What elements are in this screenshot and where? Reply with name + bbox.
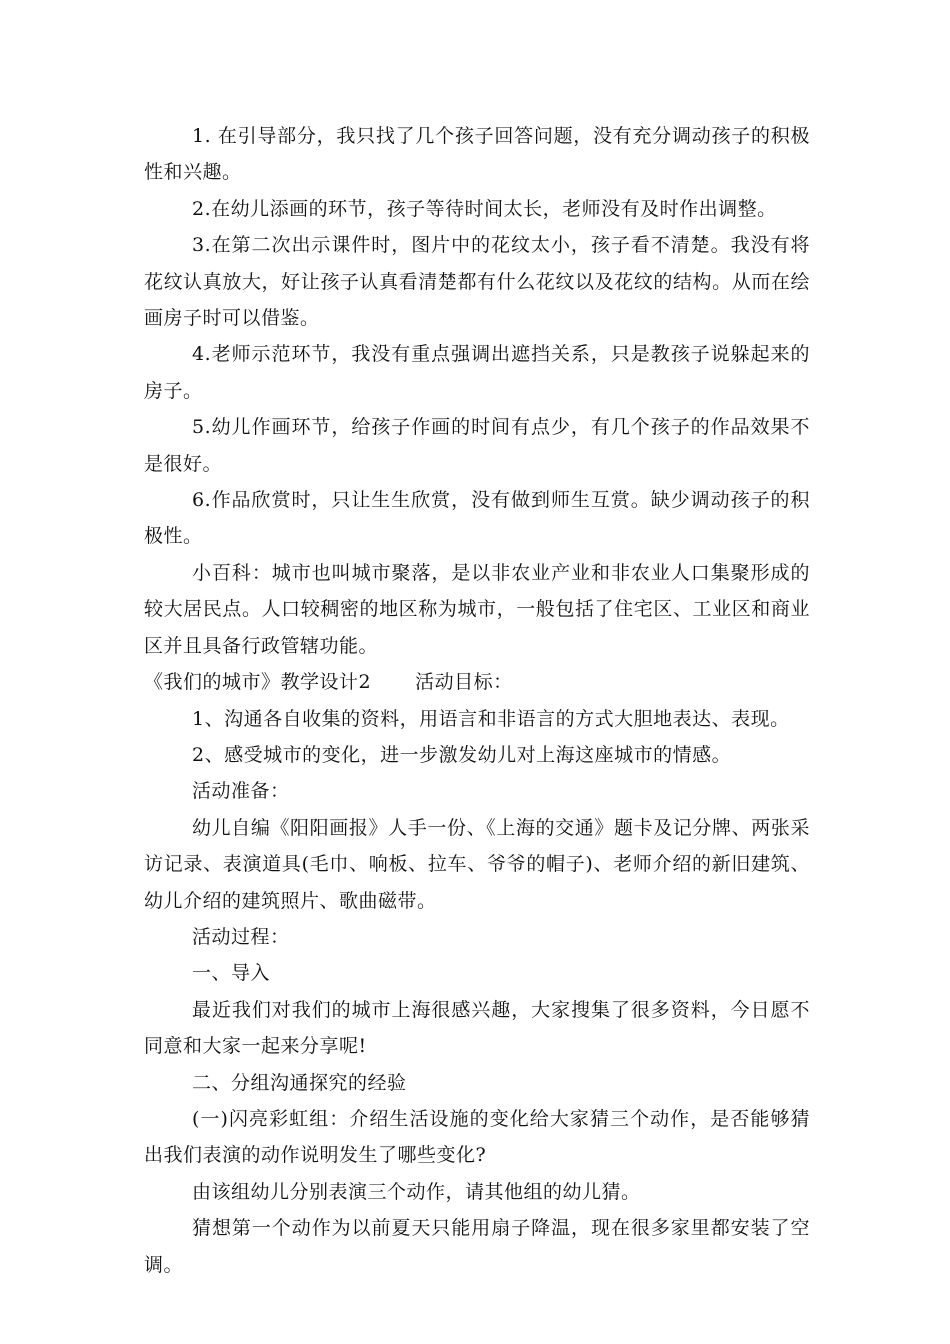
reflection-item-2: 2.在幼儿添画的环节，孩子等待时间太长，老师没有及时作出调整。 bbox=[192, 197, 777, 220]
activity-goals-heading: 活动目标： bbox=[415, 671, 513, 694]
intro-heading: 一、导入 bbox=[192, 962, 271, 985]
reflection-item-1: 1. 在引导部分，我只找了几个孩子回答问题，没有充分调动孩子的积极性和兴趣。 bbox=[144, 125, 810, 184]
reflection-item-6: 6.作品欣赏时，只让生生欣赏，没有做到师生互赏。缺少调动孩子的积极性。 bbox=[144, 489, 810, 548]
reflection-item-4: 4.老师示范环节，我没有重点强调出遮挡关系，只是教孩子说躲起来的房子。 bbox=[144, 343, 810, 402]
group-perform-text: 由该组幼儿分别表演三个动作，请其他组的幼儿猜。 bbox=[192, 1180, 641, 1203]
encyclopedia-note: 小百科：城市也叫城市聚落，是以非农业产业和非农业人口集聚形成的较大居民点。人口较稠密的地区称为城市，一般包括了住宅区、工业区和商业区并且具备行政管辖功能。 bbox=[144, 561, 810, 657]
process-heading: 活动过程： bbox=[192, 925, 290, 948]
group-heading: 二、分组沟通探究的经验 bbox=[192, 1071, 407, 1094]
guess-first-text: 猜想第一个动作为以前夏天只能用扇子降温，现在很多家里都安装了空调。 bbox=[144, 1217, 810, 1276]
section-title-line bbox=[144, 664, 810, 700]
section-title: 《我们的城市》教学设计2 bbox=[144, 671, 372, 694]
goal-item-2: 2、感受城市的变化，进一步激发幼儿对上海这座城市的情感。 bbox=[192, 743, 732, 766]
goal-item-1: 1、沟通各自收集的资料，用语言和非语言的方式大胆地表达、表现。 bbox=[192, 707, 790, 730]
document-body bbox=[144, 118, 810, 1283]
preparation-heading: 活动准备： bbox=[192, 780, 290, 803]
intro-text: 最近我们对我们的城市上海很感兴趣，大家搜集了很多资料，今日愿不同意和大家一起来分享呢! bbox=[144, 998, 810, 1058]
reflection-item-5: 5.幼儿作画环节，给孩子作画的时间有点少，有几个孩子的作品效果不是很好。 bbox=[144, 416, 810, 475]
group-text: (一)闪亮彩虹组：介绍生活设施的变化给大家猜三个动作，是否能够猜出我们表演的动作说明发生了哪些变化? bbox=[144, 1107, 810, 1167]
preparation-text: 幼儿自编《阳阳画报》人手一份、《上海的交通》题卡及记分牌、两张采访记录、表演道具(毛巾、响板、拉车、爷爷的帽子)、老师介绍的新旧建筑、幼儿介绍的建筑照片、歌曲磁带。 bbox=[144, 816, 810, 912]
reflection-item-3: 3.在第二次出示课件时，图片中的花纹太小，孩子看不清楚。我没有将花纹认真放大，好让孩子认真看清楚都有什么花纹以及花纹的结构。从而在绘画房子时可以借鉴。 bbox=[144, 234, 810, 330]
